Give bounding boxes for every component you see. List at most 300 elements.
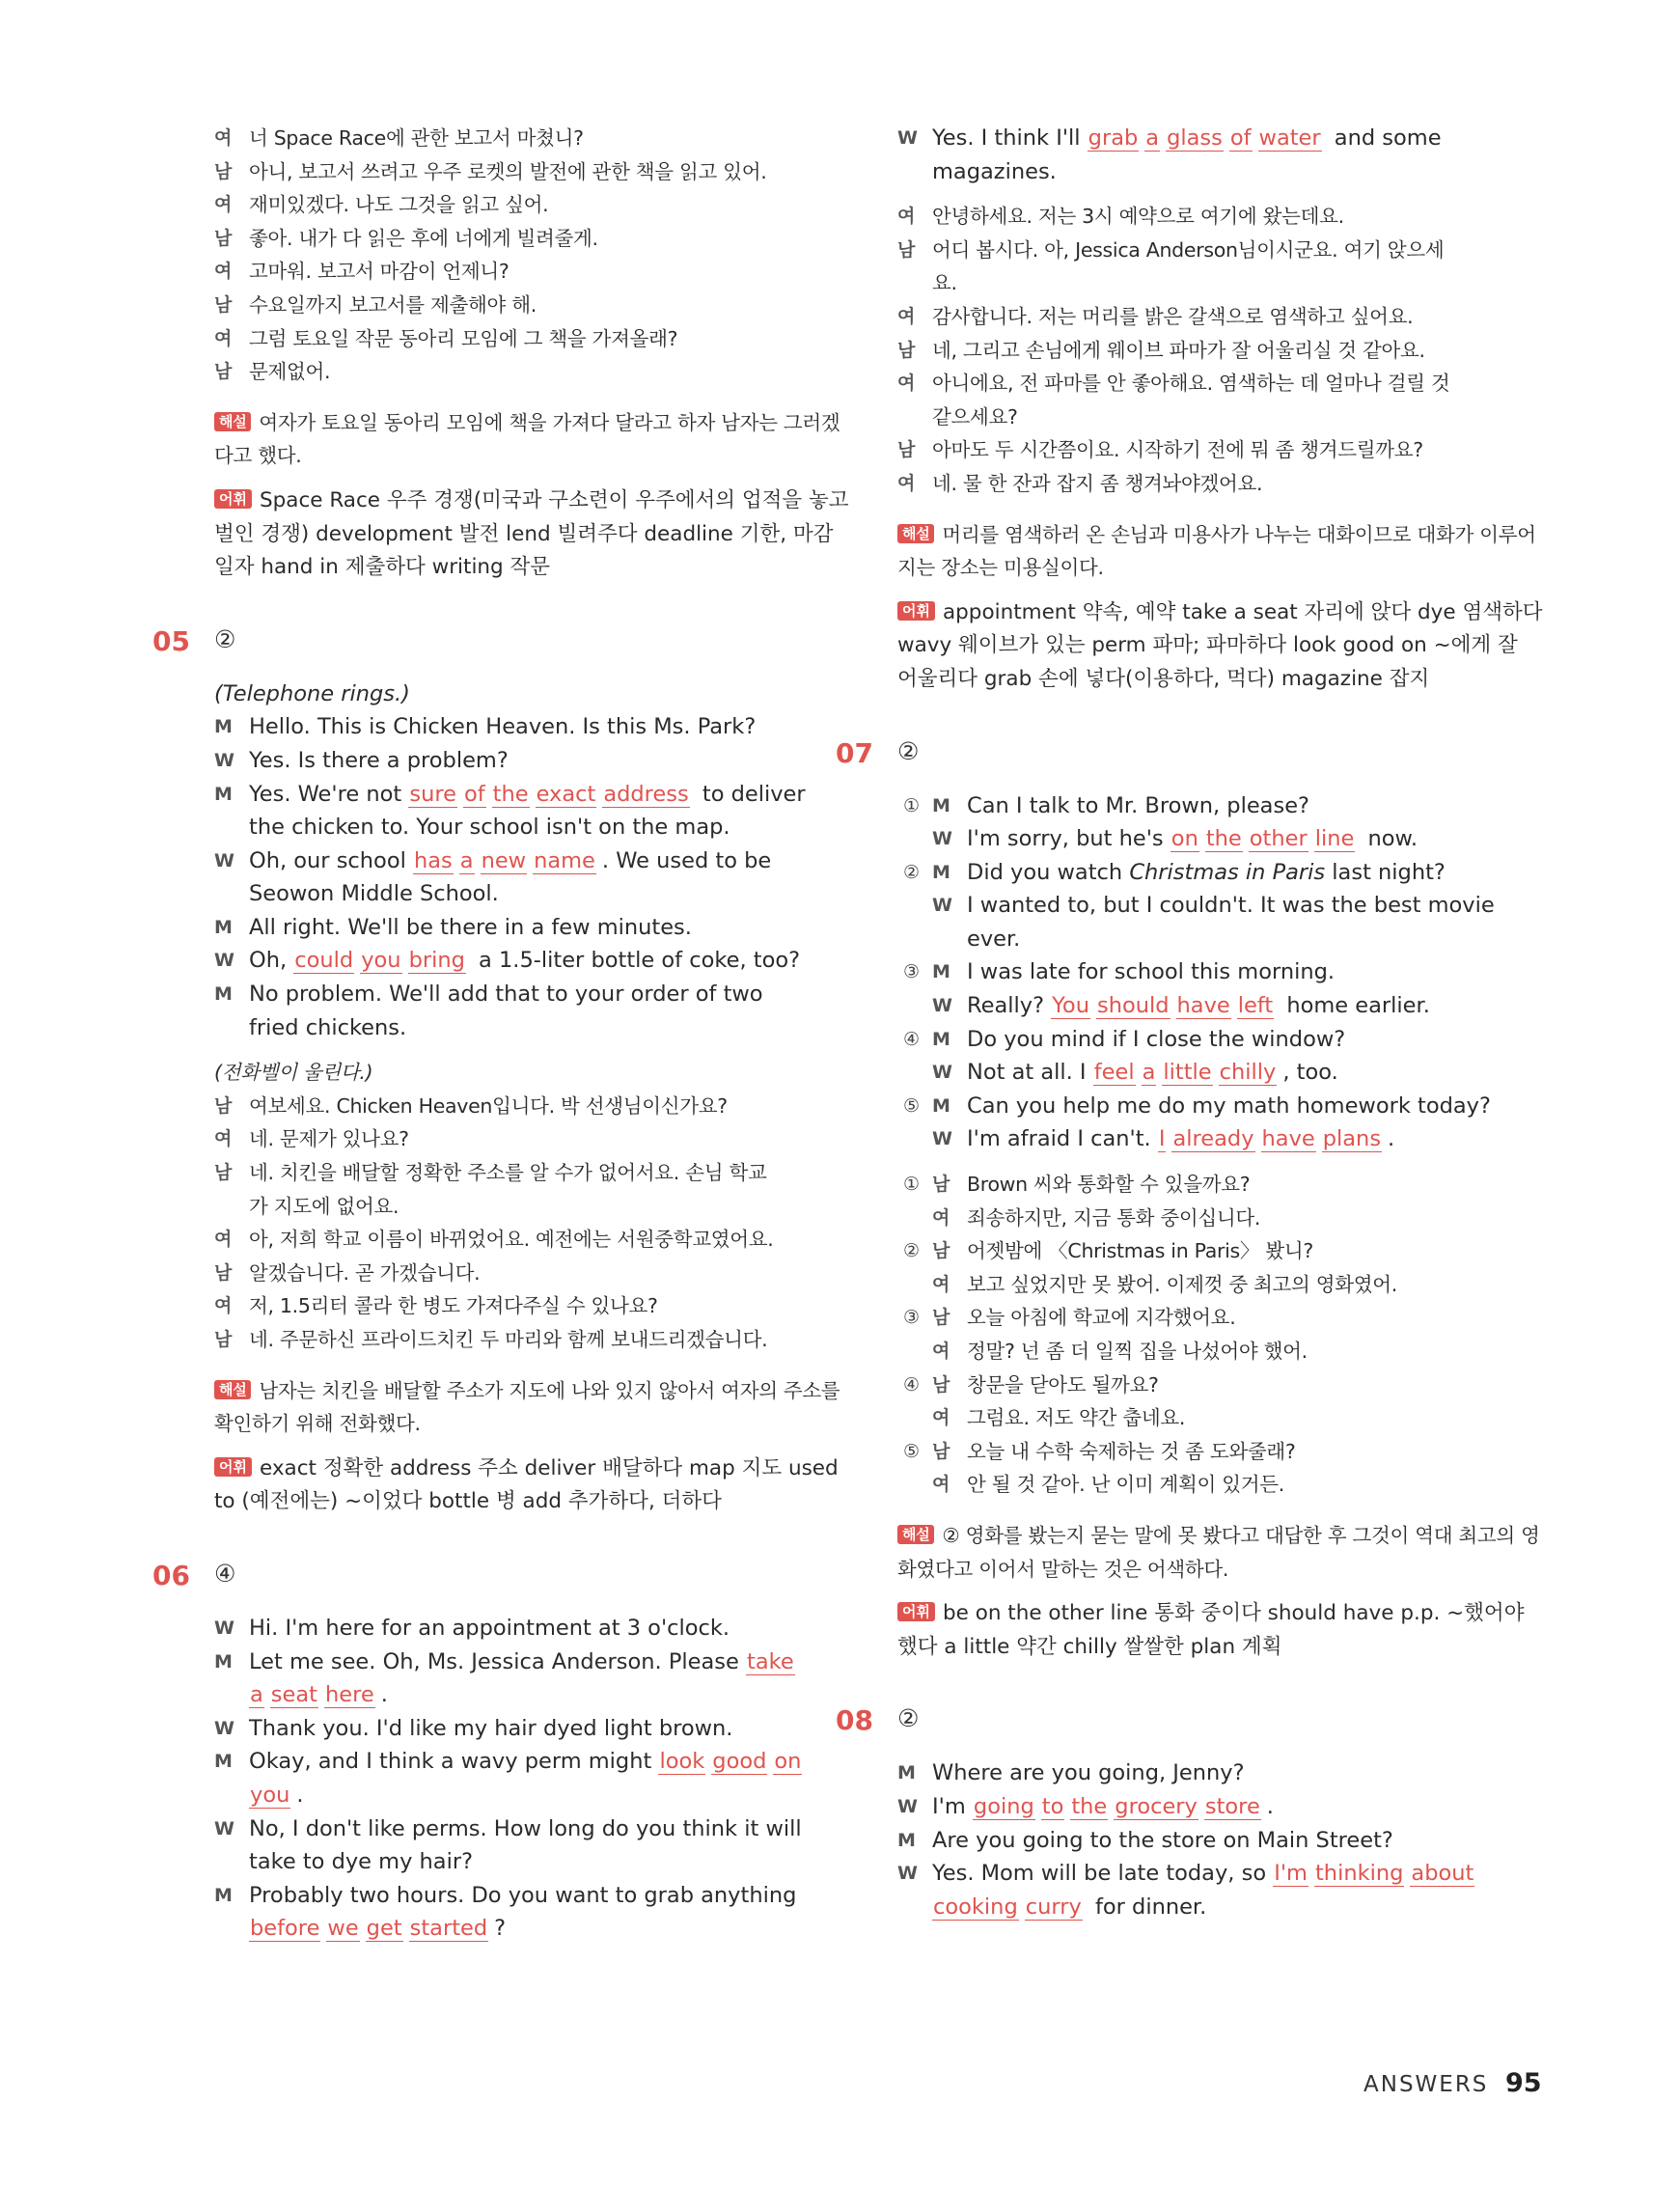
dialogue-line	[897, 1756, 1544, 1790]
speaker-label: 남	[214, 1162, 233, 1184]
line-text: I was late for school this morning.	[967, 959, 1336, 985]
line-text: 네. 물 한 잔과 잡지 좀 챙겨놔야겠어요.	[932, 471, 1263, 495]
dialogue-line-cont	[214, 1678, 851, 1712]
line-text: ?	[494, 1916, 507, 1942]
line-text: .	[1388, 1126, 1395, 1152]
line-text: ever.	[967, 926, 1021, 952]
line-text: Yes. We're not	[249, 781, 409, 807]
answer-blank: have	[1176, 993, 1230, 1019]
dialogue-line	[214, 1289, 851, 1323]
answer-blank: the	[492, 781, 529, 807]
line-text: 안 될 것 같아. 난 이미 계획이 있거든.	[967, 1473, 1284, 1497]
dialogue-line	[214, 222, 851, 256]
line-text: 감사합니다. 저는 머리를 밝은 갈색으로 염색하고 싶어요.	[932, 304, 1414, 328]
speaker-label: 여	[932, 1407, 950, 1429]
line-text: Where are you going, Jenny?	[932, 1760, 1245, 1786]
speaker-label: 여	[897, 305, 916, 327]
line-text: .	[380, 1682, 388, 1708]
line-text: 네, 그리고 손님에게 웨이브 파마가 잘 어울리실 것 같아요.	[932, 338, 1425, 362]
question-06-header	[152, 1556, 851, 1604]
q07-explanation: 해설 ② 영화를 봤는지 묻는 말에 못 봤다고 대답한 후 그것이 역대 최고의 영화였다고 이어서 말하는 것은 어색하다.	[897, 1523, 1540, 1581]
footer-label: ANSWERS	[1363, 2072, 1489, 2097]
speaker-label: 남	[214, 160, 233, 182]
dialogue-line	[214, 1612, 851, 1645]
dialogue-line	[214, 1090, 851, 1123]
answer-blank: you	[250, 1782, 290, 1808]
speaker-label: 남	[897, 238, 916, 261]
line-text: 가 지도에 없어요.	[249, 1194, 399, 1218]
dialogue-line	[897, 234, 1544, 267]
speaker-label: M	[214, 1650, 233, 1673]
answer-blank: we	[327, 1916, 359, 1942]
answer-blank: feel	[1093, 1060, 1135, 1086]
answer-blank: on	[774, 1749, 802, 1775]
stage-direction-ko: (전화벨이 울린다.)	[214, 1061, 373, 1085]
right-column	[836, 122, 1544, 1923]
dialogue-line	[897, 1857, 1544, 1891]
dialogue-line	[214, 355, 851, 389]
speaker-label: 남	[932, 1240, 950, 1262]
speaker-label: W	[214, 749, 234, 771]
line-text: Are you going to the store on Main Street?	[932, 1827, 1393, 1853]
explanation-badge: 해설	[214, 412, 251, 431]
line-text: I'm	[932, 1793, 973, 1819]
question-05-header	[152, 622, 851, 670]
line-text: 아, 저희 학교 이름이 바뀌었어요. 예전에는 서원중학교였어요.	[249, 1228, 774, 1252]
dialogue-line	[897, 200, 1544, 234]
answer-blank: get	[366, 1916, 402, 1942]
dialogue-line	[214, 911, 851, 945]
dialogue-line	[214, 1745, 851, 1779]
speaker-label: 여	[214, 194, 233, 216]
speaker-label: W	[932, 1062, 952, 1084]
speaker-label: W	[214, 1817, 234, 1839]
speaker-label: 여	[214, 1229, 233, 1251]
line-text: Hello. This is Chicken Heaven. Is this Ms. Park?	[249, 714, 757, 740]
line-text: 오늘 아침에 학교에 지각했어요.	[967, 1306, 1236, 1330]
line-text: Okay, and I think a wavy perm might	[249, 1749, 659, 1775]
answer-blank: the	[1205, 826, 1242, 852]
q04-korean-dialogue	[214, 122, 851, 389]
dialogue-line	[214, 188, 851, 222]
dialogue-line	[214, 1645, 851, 1679]
line-text: and some	[1327, 125, 1442, 151]
speaker-label: 여	[932, 1474, 950, 1496]
answer-blank: started	[409, 1916, 488, 1942]
dialogue-line	[214, 122, 851, 155]
line-text: 수요일까지 보고서를 제출해야 해.	[249, 292, 537, 317]
q07-english-items	[897, 789, 1544, 1157]
speaker-label: M	[214, 783, 233, 805]
dialogue-line	[897, 1023, 1544, 1057]
line-text: .	[1266, 1793, 1274, 1819]
line-text: Not at all. I	[967, 1060, 1093, 1086]
dialogue-line	[214, 944, 851, 978]
answer-blank: before	[250, 1916, 320, 1942]
page-number: 95	[1505, 2068, 1542, 2098]
line-text: Yes. I think I'll	[932, 125, 1088, 151]
question-08-header	[836, 1700, 1544, 1749]
line-text: Probably two hours. Do you want to grab anything	[249, 1882, 797, 1908]
speaker-label: W	[932, 828, 952, 850]
line-text: 보고 싶었지만 못 봤어. 이제껏 중 최고의 영화였어.	[967, 1272, 1398, 1296]
dialogue-line-cont	[214, 1190, 851, 1224]
dialogue-line	[897, 1435, 1544, 1469]
speaker-label: 여	[897, 206, 916, 228]
speaker-label: 남	[932, 1307, 950, 1329]
dialogue-line	[897, 334, 1544, 368]
line-text: Oh,	[249, 948, 294, 974]
q06-english-dialogue-cont	[897, 122, 1544, 188]
line-text: 너 Space Race에 관한 보고서 마쳤니?	[249, 126, 584, 150]
line-text: , too.	[1282, 1060, 1338, 1086]
dialogue-line	[897, 122, 1544, 155]
speaker-label: 남	[932, 1440, 950, 1462]
dialogue-line	[897, 822, 1544, 856]
speaker-label: W	[214, 950, 234, 972]
answer-choice: ④	[214, 1559, 236, 1588]
speaker-label: 남	[932, 1174, 950, 1196]
answer-blank: I	[1158, 1126, 1166, 1152]
line-text: I'm sorry, but he's	[967, 826, 1170, 852]
answer-blank: new	[481, 847, 527, 873]
line-text: home earlier.	[1280, 993, 1430, 1019]
line-text: I wanted to, but I couldn't. It was the best movie	[967, 893, 1495, 919]
dialogue-line	[897, 467, 1544, 501]
answer-blank: already	[1172, 1126, 1254, 1152]
dialogue-line	[897, 1790, 1544, 1824]
q06-explanation: 해설 머리를 염색하러 온 손님과 미용사가 나누는 대화이므로 대화가 이루어지는 장소는 미용실이다.	[897, 522, 1536, 580]
item-number: ④	[903, 1373, 920, 1396]
line-text: take to dye my hair?	[249, 1849, 474, 1875]
speaker-label: 남	[897, 339, 916, 361]
dialogue-line	[897, 1056, 1544, 1090]
q04-explanation: 해설 여자가 토요일 동아리 모임에 책을 가져다 달라고 하자 남자는 그러겠다고 했다.	[214, 410, 840, 468]
speaker-label: 여	[897, 472, 916, 494]
q06-vocabulary: 어휘 appointment 약속, 예약 take a seat 자리에 앉다 dye 염색하다 wavy 웨이브가 있는 perm 파마; 파마하다 look good on ~에게 잘 어울리다 grab 손에 넣다(이용하다, 먹다) magazine 잡지	[897, 599, 1543, 691]
answer-blank: going	[973, 1793, 1034, 1819]
line-text: 문제없어.	[249, 360, 331, 384]
line-text: Hi. I'm here for an appointment at 3 o'clock.	[249, 1615, 730, 1641]
answer-choice: ②	[897, 736, 920, 765]
answer-blank: bring	[408, 948, 465, 974]
line-text: 그럼요. 저도 약간 춥네요.	[967, 1406, 1186, 1430]
speaker-label: W	[897, 1863, 918, 1885]
movie-title: Christmas in Paris	[1129, 859, 1326, 885]
answer-blank: could	[294, 948, 354, 974]
dialogue-line-cont	[897, 923, 1544, 956]
answer-blank: plans	[1322, 1126, 1382, 1152]
left-column	[152, 122, 851, 1946]
speaker-label: 남	[214, 361, 233, 383]
answer-blank: the	[1071, 1793, 1108, 1819]
dialogue-line	[214, 1323, 851, 1357]
line-text: All right. We'll be there in a few minutes.	[249, 914, 692, 940]
speaker-label: 남	[214, 1261, 233, 1284]
line-text: Let me see. Oh, Ms. Jessica Anderson. Please	[249, 1648, 747, 1674]
answer-blank: grocery	[1115, 1793, 1198, 1819]
dialogue-line	[214, 744, 851, 778]
dialogue-line	[897, 1234, 1544, 1268]
q04-vocabulary: 어휘 Space Race 우주 경쟁(미국과 구소련이 우주에서의 업적을 놓고 벌인 경쟁) development 발전 lend 빌려주다 deadline 기한, 마감 일자 hand in 제출하다 writing 작문	[214, 487, 849, 580]
item-number: ⑤	[903, 1094, 921, 1117]
line-text: 고마워. 보고서 마감이 언제니?	[249, 260, 510, 284]
item-number: ④	[903, 1028, 921, 1050]
explanation-badge: 해설	[214, 1380, 251, 1399]
item-number: ③	[903, 961, 921, 983]
dialogue-line	[897, 367, 1544, 401]
vocab-badge: 어휘	[214, 489, 252, 509]
line-text: No problem. We'll add that to your order of two	[249, 982, 763, 1008]
q06-english-dialogue	[214, 1612, 851, 1946]
line-text: to deliver	[695, 781, 806, 807]
line-text: 같으세요?	[932, 404, 1018, 429]
dialogue-line	[897, 1824, 1544, 1858]
answer-blank: chilly	[1219, 1060, 1277, 1086]
answer-blank: good	[712, 1749, 767, 1775]
line-text: 오늘 내 수학 숙제하는 것 좀 도와줄래?	[967, 1439, 1296, 1463]
line-text: Oh, our school	[249, 847, 413, 873]
dialogue-line-cont	[897, 155, 1544, 189]
line-text: 여보세요. Chicken Heaven입니다. 박 선생님이신가요?	[249, 1093, 728, 1118]
explanation-badge: 해설	[897, 1525, 934, 1544]
speaker-label: 남	[214, 1094, 233, 1117]
answer-blank: left	[1237, 993, 1274, 1019]
line-text: 네. 문제가 있나요?	[249, 1127, 409, 1151]
speaker-label: M	[897, 1762, 916, 1784]
q07-vocabulary: 어휘 be on the other line 통화 중이다 should have p.p. ~했어야 했다 a little 약간 chilly 쌀쌀한 plan 계획	[897, 1601, 1525, 1659]
line-text: 창문을 닫아도 될까요?	[967, 1372, 1159, 1396]
dialogue-line	[897, 955, 1544, 989]
speaker-label: 여	[214, 1128, 233, 1150]
answer-blank: a	[1142, 1060, 1156, 1086]
dialogue-line	[214, 155, 851, 189]
answer-choice: ②	[897, 1704, 920, 1733]
line-text: No, I don't like perms. How long do you think it will	[249, 1815, 802, 1841]
dialogue-line	[897, 789, 1544, 823]
line-text: 네. 치킨을 배달할 정확한 주소를 알 수가 없어서요. 손님 학교	[249, 1161, 767, 1185]
dialogue-line	[897, 1401, 1544, 1435]
speaker-label: W	[897, 1795, 918, 1817]
speaker-label: W	[214, 1717, 234, 1739]
line-text: for dinner.	[1088, 1894, 1207, 1920]
dialogue-line	[897, 1168, 1544, 1202]
speaker-label: W	[214, 849, 234, 871]
speaker-label: M	[214, 983, 233, 1006]
line-text: Yes. Mom will be late today, so	[932, 1861, 1274, 1887]
line-text: Can I talk to Mr. Brown, please?	[967, 792, 1309, 818]
speaker-label: 남	[932, 1373, 950, 1396]
answer-blank: of	[1229, 125, 1252, 151]
q05-korean-dialogue	[214, 1090, 851, 1357]
answer-blank: on	[1170, 826, 1198, 852]
line-text: 요.	[932, 271, 957, 295]
speaker-label: 여	[932, 1206, 950, 1229]
dialogue-line	[897, 1090, 1544, 1123]
answer-blank: store	[1204, 1793, 1260, 1819]
dialogue-line	[897, 1202, 1544, 1235]
speaker-label: M	[214, 1751, 233, 1773]
dialogue-line	[214, 1156, 851, 1190]
answer-blank: a	[459, 847, 474, 873]
dialogue-line-cont	[214, 811, 851, 844]
line-text: I'm afraid I can't.	[967, 1126, 1158, 1152]
answer-blank: curry	[1025, 1894, 1082, 1920]
vocab-badge: 어휘	[897, 1602, 935, 1621]
answer-blank: of	[463, 781, 485, 807]
item-number: ②	[903, 861, 921, 883]
vocab-badge: 어휘	[897, 601, 935, 621]
answer-blank: grab	[1088, 125, 1139, 151]
answer-blank: sure	[409, 781, 456, 807]
dialogue-line-cont	[214, 1011, 851, 1045]
line-text: 어젯밤에 〈Christmas in Paris〉 봤니?	[967, 1239, 1313, 1263]
speaker-label: 남	[214, 293, 233, 316]
question-number: 08	[836, 1704, 873, 1737]
answer-blank: a	[250, 1682, 263, 1708]
line-text: now.	[1361, 826, 1418, 852]
answer-blank: to	[1041, 1793, 1064, 1819]
dialogue-line	[214, 978, 851, 1011]
answer-blank: exact	[536, 781, 596, 807]
speaker-label: 여	[214, 261, 233, 283]
speaker-label: 남	[897, 439, 916, 461]
speaker-label: M	[897, 1829, 916, 1851]
speaker-label: M	[932, 1094, 950, 1117]
speaker-label: 여	[897, 373, 916, 395]
dialogue-line	[214, 1712, 851, 1746]
line-text: Yes. Is there a problem?	[249, 747, 509, 773]
dialogue-line	[897, 889, 1544, 923]
answer-blank: You	[1052, 993, 1089, 1019]
speaker-label: M	[214, 716, 233, 738]
dialogue-line	[214, 778, 851, 812]
speaker-label: 여	[214, 327, 233, 349]
answer-blank: have	[1261, 1126, 1315, 1152]
stage-direction: (Telephone rings.)	[214, 680, 410, 706]
line-text: 좋아. 내가 다 읽은 후에 너에게 빌려줄게.	[249, 226, 598, 250]
speaker-label: 여	[214, 127, 233, 149]
line-text: fried chickens.	[249, 1014, 407, 1040]
item-number: ⑤	[903, 1440, 920, 1462]
speaker-label: 여	[214, 1295, 233, 1317]
line-text: 아니에요, 전 파마를 안 좋아해요. 염색하는 데 얼마나 걸릴 것	[932, 372, 1450, 396]
q06-korean-dialogue	[897, 200, 1544, 500]
answer-blank: other	[1249, 826, 1308, 852]
speaker-label: W	[897, 127, 918, 149]
dialogue-line-cont	[897, 401, 1544, 434]
answer-blank: little	[1163, 1060, 1212, 1086]
dialogue-line	[214, 1257, 851, 1290]
line-text: magazines.	[932, 158, 1057, 184]
answer-blank: you	[361, 948, 401, 974]
dialogue-line	[214, 844, 851, 878]
line-text: 아니, 보고서 쓰려고 우주 로켓의 발전에 관한 책을 읽고 있어.	[249, 159, 767, 183]
question-07-header	[836, 733, 1544, 782]
dialogue-line	[897, 1335, 1544, 1369]
dialogue-line-cont	[897, 266, 1544, 300]
line-text: 죄송하지만, 지금 통화 중이십니다.	[967, 1205, 1261, 1230]
speaker-label: 남	[214, 1329, 233, 1350]
speaker-label: M	[932, 961, 950, 983]
answer-choice: ②	[214, 624, 236, 653]
speaker-label: W	[932, 895, 952, 917]
q05-english-dialogue	[214, 710, 851, 1044]
answer-blank: I'm	[1274, 1861, 1308, 1887]
answer-blank: name	[534, 847, 595, 873]
item-number: ③	[903, 1307, 920, 1329]
vocab-badge: 어휘	[214, 1457, 252, 1477]
line-text: the chicken to. Your school isn't on the map.	[249, 815, 730, 841]
speaker-label: M	[932, 861, 950, 883]
question-number: 06	[152, 1559, 190, 1591]
q05-vocabulary: 어휘 exact 정확한 address 주소 deliver 배달하다 map 지도 used to (예전에는) ~이었다 bottle 병 add 추가하다, 더하다	[214, 1455, 839, 1514]
item-number: ②	[903, 1240, 920, 1262]
dialogue-line	[897, 300, 1544, 334]
dialogue-line	[214, 255, 851, 289]
dialogue-line	[897, 1301, 1544, 1335]
item-number: ①	[903, 1174, 920, 1196]
line-text: . We used to be	[601, 847, 772, 873]
line-text: Really?	[967, 993, 1052, 1019]
answer-blank: should	[1096, 993, 1170, 1019]
dialogue-line	[897, 989, 1544, 1023]
question-number: 05	[152, 624, 190, 657]
line-text: Thank you. I'd like my hair dyed light brown.	[249, 1715, 733, 1741]
speaker-label: W	[214, 1617, 234, 1639]
line-text: Do you mind if I close the window?	[967, 1026, 1346, 1052]
line-text: Brown 씨와 통화할 수 있을까요?	[967, 1173, 1251, 1197]
dialogue-line-cont	[214, 1779, 851, 1812]
answer-blank: cooking	[933, 1894, 1018, 1920]
dialogue-line	[214, 322, 851, 356]
dialogue-line	[214, 710, 851, 744]
line-text: 안녕하세요. 저는 3시 예약으로 여기에 왔는데요.	[932, 205, 1344, 229]
line-text: 아마도 두 시간쯤이요. 시작하기 전에 뭐 좀 챙겨드릴까요?	[932, 438, 1423, 462]
dialogue-line-cont	[897, 1891, 1544, 1924]
answer-blank: line	[1314, 826, 1355, 852]
dialogue-line	[214, 1879, 851, 1913]
dialogue-line	[897, 1268, 1544, 1302]
q07-korean-items	[897, 1168, 1544, 1502]
speaker-label: W	[932, 1128, 952, 1150]
speaker-label: 여	[932, 1341, 950, 1362]
dialogue-line	[214, 1812, 851, 1846]
line-text: 알겠습니다. 곧 가겠습니다.	[249, 1260, 481, 1285]
answer-blank: address	[603, 781, 689, 807]
speaker-label: M	[932, 1028, 950, 1050]
speaker-label: M	[214, 1884, 233, 1906]
item-number: ①	[903, 794, 921, 816]
explanation-badge: 해설	[897, 524, 934, 543]
answer-blank: has	[414, 847, 453, 873]
dialogue-line	[897, 1369, 1544, 1402]
line-text: Can you help me do my math homework today?	[967, 1092, 1491, 1119]
line-text: 정말? 넌 좀 더 일찍 집을 나섰어야 했어.	[967, 1340, 1308, 1363]
dialogue-line	[897, 1468, 1544, 1502]
line-text: Did you watch	[967, 859, 1130, 885]
dialogue-line-cont	[214, 877, 851, 911]
line-text: .	[296, 1782, 304, 1808]
answer-blank: seat	[270, 1682, 317, 1708]
dialogue-line	[214, 289, 851, 322]
answer-blank: water	[1258, 125, 1321, 151]
dialogue-line-cont	[214, 1845, 851, 1879]
dialogue-line	[897, 856, 1544, 890]
line-text: 어디 봅시다. 아, Jessica Anderson님이시군요. 여기 앉으세	[932, 237, 1445, 262]
speaker-label: 여	[932, 1273, 950, 1295]
dialogue-line	[214, 1223, 851, 1257]
